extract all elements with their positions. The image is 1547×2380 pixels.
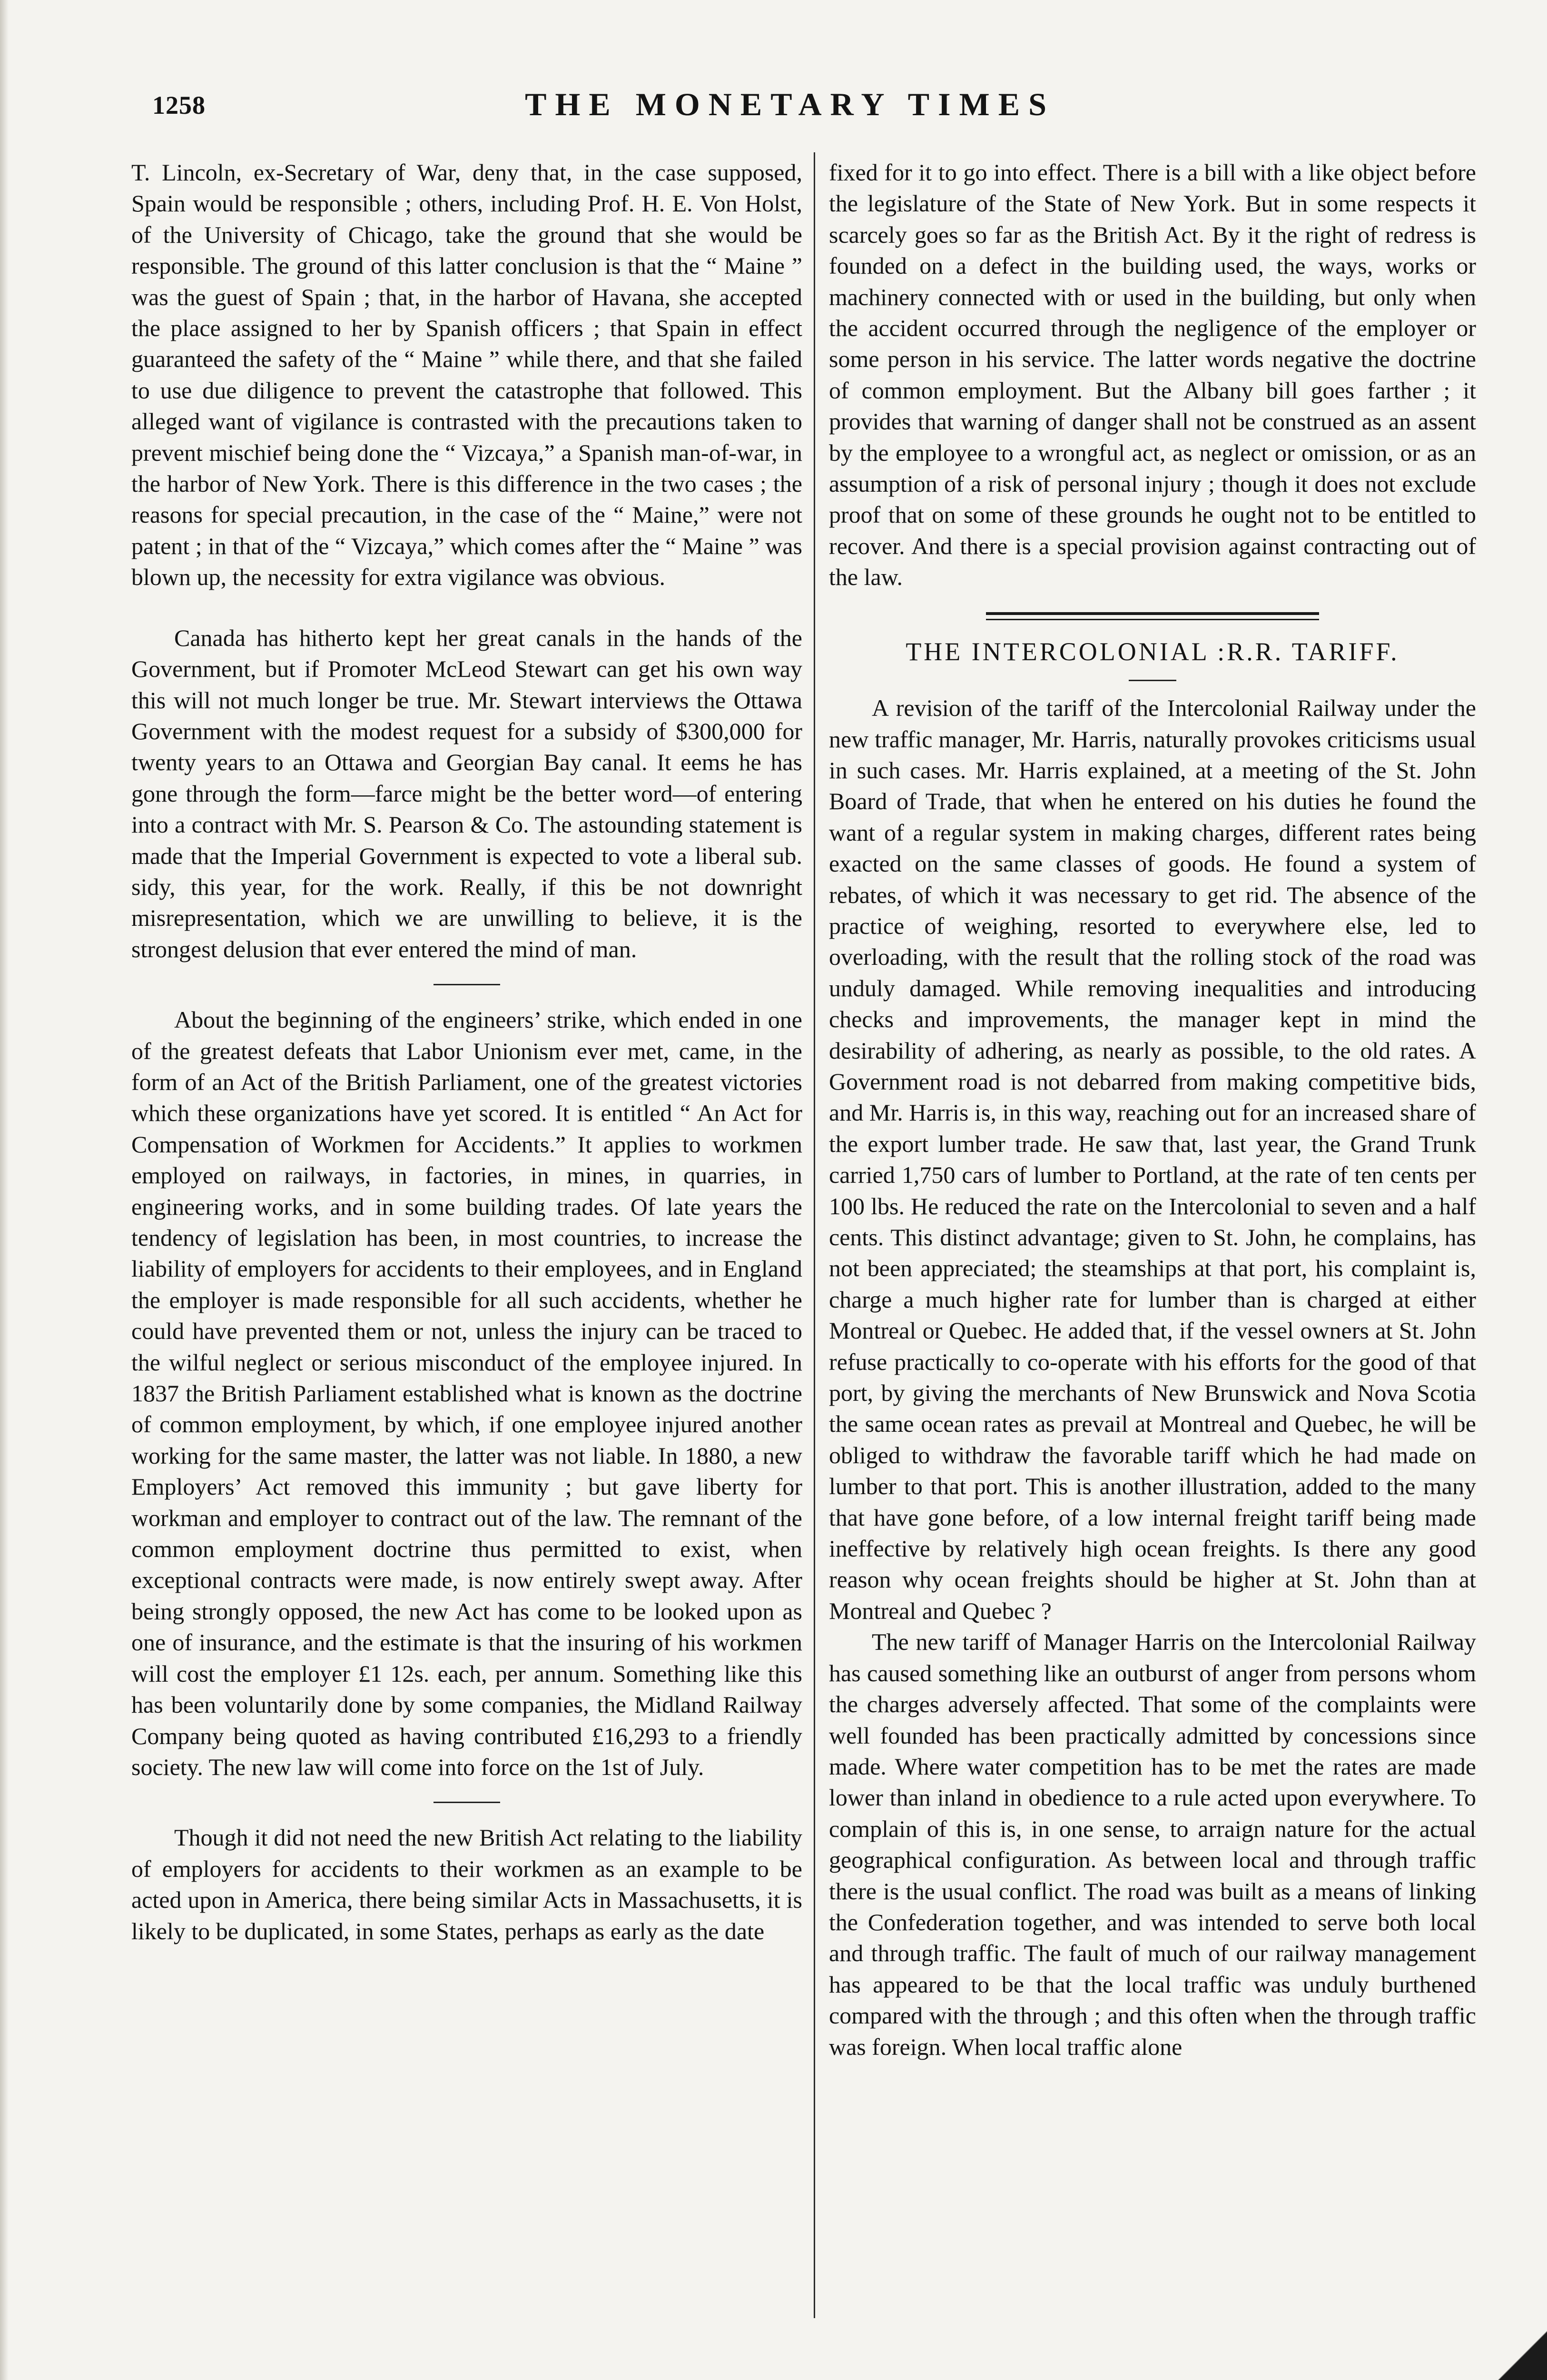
page-header: [124, 86, 1456, 133]
right-column: [829, 157, 1476, 2063]
page-number: 1258: [152, 91, 206, 119]
spacer: [131, 593, 802, 623]
spacer: [131, 1803, 802, 1822]
page-corner-fold: [1471, 2312, 1547, 2380]
left-column: [131, 157, 802, 1947]
article-paragraph-tariff-revision: A revision of the tariff of the Intercolonial Railway under the new traffic manager, Mr. Harris, naturally provokes criticisms usual in such cases. Mr. Harris explained, at a meeting of the St. John Board of Trade, that when he entered on his duties he found the want of a regular system in making charges, different rates being exacted on the same classes of goods. He found a system of rebates, of which it was necessary to get rid. The absence of the practice of weighing, resorted to everywhere else, led to overloading, with the result that the rolling stock of the road was unduly damaged. While removing inequalities and introducing checks and improvements, the manager kept in mind the desirability of adhering, as nearly as possible, to the old rates. A Government road is not debarred from making competitive bids, and Mr. Harris is, in this way, reaching out for an increased share of the export lumber trade. He saw that, last year, the Grand Trunk carried 1,750 cars of lumber to Portland, at the rate of ten cents per 100 lbs. He reduced the rate on the Intercolonial to seven and a half cents. This distinct advantage; given to St. John, he complains, has not been appreciated; the steamships at that port, his complaint is, charge a much higher rate for lumber than is charged at either Montreal or Quebec. He added that, if the vessel owners at St. John refuse practically to co-operate with his efforts for the good of that port, by giving the merchants of New Brunswick and Nova Scotia the same ocean rates as prevail at Montreal and Quebec, he will be obliged to withdraw the favorable tariff which he had made on lumber to that port. This is another illustration, added to the many that have gone before, of a low internal freight tariff being made ineffective by relatively high ocean freights. Is there any good reason why ocean freights should be higher at St. John than at Montreal and Quebec ?: [829, 694, 1476, 1624]
page-binding-edge: [0, 0, 9, 2380]
article-paragraph-tariff-complaints: The new tariff of Manager Harris on the Intercolonial Railway has caused something like an outburst of anger from persons whom the charges adversely affected. That some of the complaints were well founded has been practically admitted by concessions since made. Where water competition has to be met the rates are made lower than inland in obedience to a rule acted upon everywhere. To complain of this is, in one sense, to arraign nature for the actual geographical configuration. As between local and through traffic there is the usual conflict. The road was built as a means of linking the Confederation together, and was intended to serve both local and through traffic. The fault of much of our railway management has appeared to be that the local traffic was unduly burthened compared with the through ; and this often when the through traffic was foreign. When local traffic alone: [829, 1628, 1476, 2060]
section-heading: THE INTERCOLONIAL :R.R. TARIFF.: [906, 637, 1399, 666]
spacer: [829, 593, 1476, 612]
spacer: [829, 681, 1476, 693]
spacer: [131, 965, 802, 984]
article-paragraph-spain-maine: T. Lincoln, ex-Secretary of War, deny that, in the case supposed, Spain would be responsible ; others, including Prof. H. E. Von Holst, of the University of Chicago, take the ground that she would be responsible. The ground of this latter conclusion is that the “ Maine ” was the guest of Spain ; that, in the harbor of Havana, she accepted the place assigned to her by Spanish officers ; that Spain in effect guaranteed the safety of the “ Maine ” while there, and that she failed to use due diligence to prevent the catastrophe that followed. This alleged want of vigilance is contrasted with the precautions taken to prevent mischief being done the “ Vizcaya,” a Spanish man-of-war, in the harbor of New York. There is this difference in the two cases ; the reasons for special precaution, in the case of the “ Maine,” were not patent ; in that of the “ Vizcaya,” which comes after the “ Maine ” was blown up, the necessity for extra vigilance was obvious.: [131, 159, 802, 591]
article-paragraph-america-acts: Though it did not need the new British Act relating to the liability of employers for accidents to their workmen as an example to be acted upon in America, there being similar Acts in Massachusetts, it is likely to be duplicated, in some States, perhaps as early as the date: [131, 1824, 802, 1944]
article-paragraph-albany-bill: fixed for it to go into effect. There is a bill with a like object before the legislature of the State of New York. But in some respects it scarcely goes so far as the British Act. By it the right of redress is founded on a defect in the building used, the ways, works or machinery connected with or used in the building, but only when the accident occurred through the negligence of the employer or some person in his service. The latter words negative the doctrine of common employment. But the Albany bill goes farther ; it provides that warning of danger shall not be construed as an assent by the employee to a wrongful act, as neglect or omission, or as an assumption of a risk of personal injury ; though it does not exclude proof that on some of these grounds he ought not to be entitled to recover. And there is a special provision against contracting out of the law.: [829, 159, 1476, 591]
masthead-title: THE MONETARY TIMES: [525, 86, 1055, 122]
article-paragraph-workmen-act: About the beginning of the engineers’ strike, which ended in one of the greatest defeats that Labor Unionism ever met, came, in the form of an Act of the British Parliament, one of the greatest victories which these organizations have yet scored. It is entitled “ An Act for Compensation of Workmen for Accidents.” It applies to workmen employed on railways, in factories, in mines, in quarries, in engineering works, and in some building trades. Of late years the tendency of legislation has been, in most countries, to increase the liability of employers for accidents to their employees, and in England the employer is made responsible for all such accidents, whether he could have prevented them or not, unless the injury can be traced to the wilful neglect or serious misconduct of the employee injured. In 1837 the British Parliament established what is known as the doctrine of common employment, by which, if one employee injured another working for the same master, the latter was not liable. In 1880, a new Employers’ Act removed this immunity ; but gave liberty for workman and employer to contract out of the law. The remnant of the common employment doctrine thus permitted to exist, when exceptional contracts were made, is now entirely swept away. After being strongly opposed, the new Act has come to be looked upon as one of insurance, and the estimate is that the insuring of his workmen will cost the employer £1 12s. each, per annum. Something like this has been voluntarily done by some companies, the Midland Railway Company being quoted as having contributed £16,293 to a friendly society. The new law will come into force on the 1st of July.: [131, 1006, 802, 1780]
column-divider: [814, 152, 815, 2318]
section-double-rule: [986, 612, 1319, 620]
spacer: [131, 1783, 802, 1802]
spacer: [131, 985, 802, 1004]
article-paragraph-canals: Canada has hitherto kept her great canals in the hands of the Government, but if Promoter McLeod Stewart can get his own way this will not much longer be true. Mr. Stewart interviews the Ottawa Government with the modest request for a subsidy of $300,000 for twenty years to an Ottawa and Georgian Bay canal. It eems he has gone through the form—farce might be the better word—of entering into a contract with Mr. S. Pearson & Co. The astounding statement is made that the Imperial Government is expected to vote a liberal sub. sidy, this year, for the work. Really, if this be not downright misrepresentation, which we are unwilling to believe, it is the strongest delusion that ever entered the mind of man.: [131, 624, 802, 962]
